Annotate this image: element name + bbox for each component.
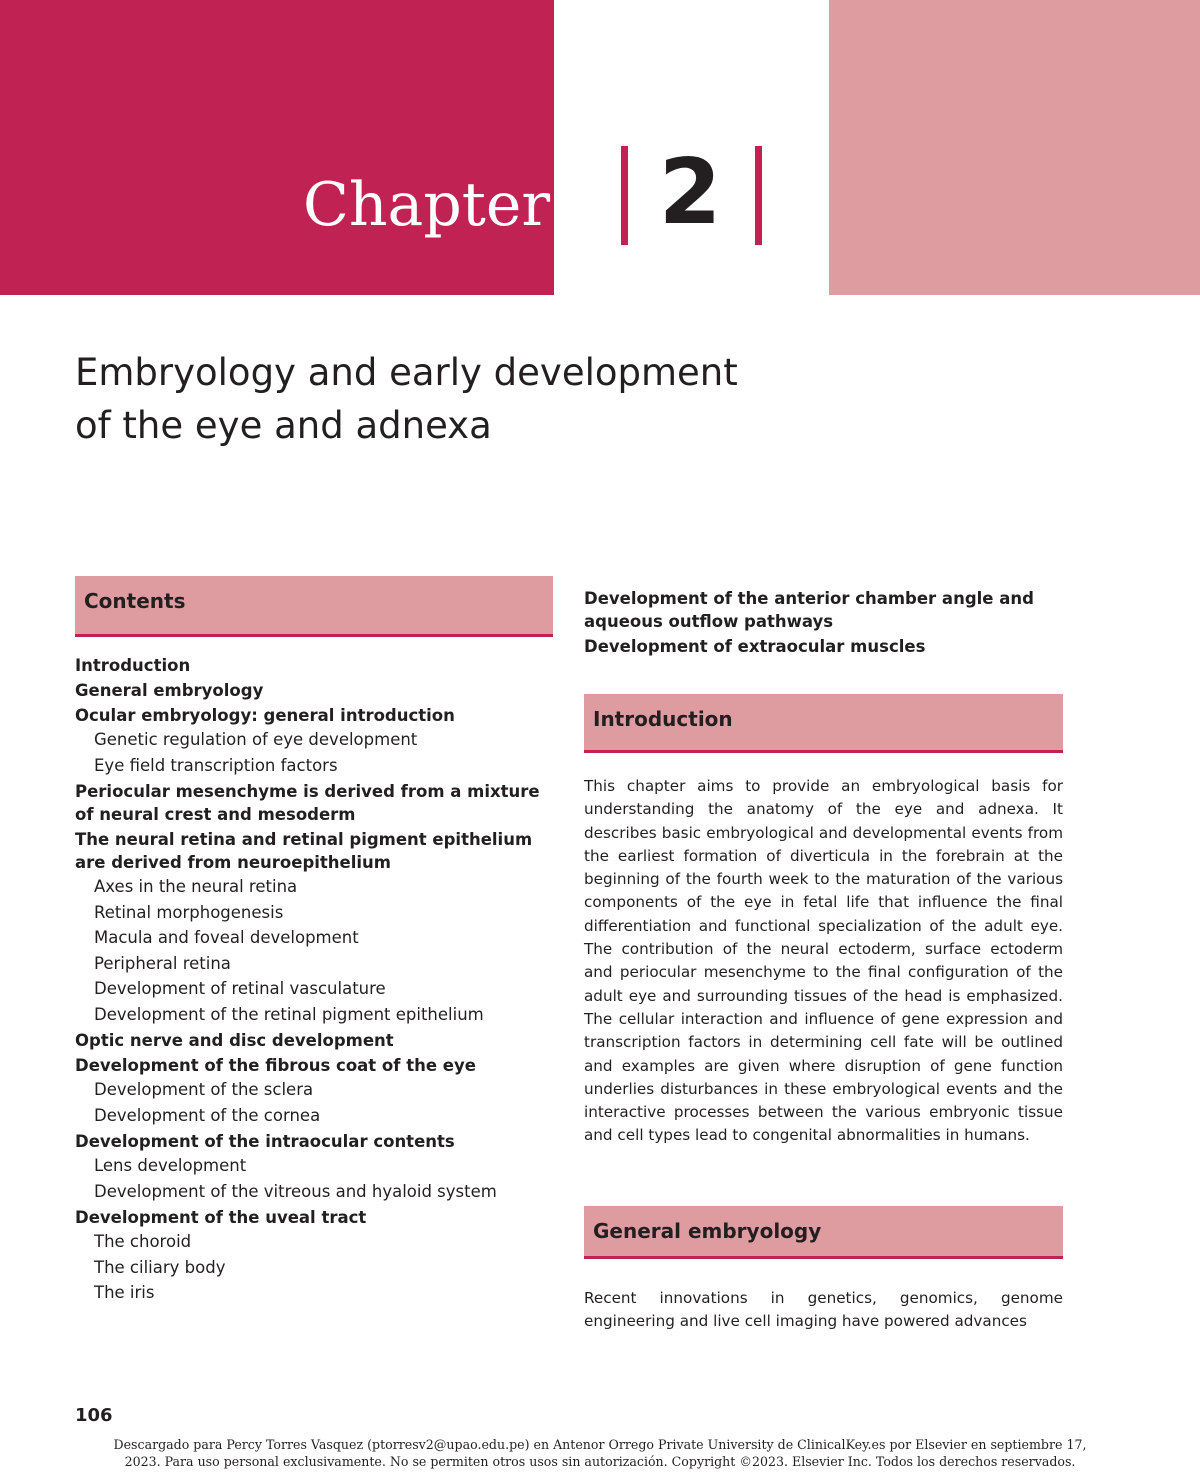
chapter-title-line: Embryology and early development xyxy=(75,351,738,394)
contents-subitem: Development of the sclera xyxy=(94,1080,314,1099)
contents-subitem: Development of the vitreous and hyaloid system xyxy=(94,1181,497,1201)
contents-item: The neural retina and retinal pigment epithelium are derived from neuroepithelium xyxy=(75,830,533,872)
download-footer xyxy=(110,1436,1090,1470)
contents-list-continued xyxy=(584,587,1063,660)
contents-item: General embryology xyxy=(75,681,264,700)
contents-item: Optic nerve and disc development xyxy=(75,1031,394,1050)
contents-item: Introduction xyxy=(75,656,191,675)
general-embryology-paragraph: Recent innovations in genetics, genomics, genome engineering and live cell imaging have powered advances xyxy=(584,1289,1063,1331)
chapter-number: 2 xyxy=(658,140,722,245)
contents-item: Periocular mesenchyme is derived from a mixture of neural crest and mesoderm xyxy=(75,782,540,824)
introduction-paragraph: This chapter aims to provide an embryological basis for understanding the anatomy of the eye and adnexa. It describes basic embryological and developmental events from the earliest formation of diverticula in the forebrain at the beginning of the fourth week to the maturation of the various components of the eye in fetal life that influence the final differentiation and functional specialization of the adult eye. The contribution of the neural ectoderm, surface ectoderm and periocular mesenchyme to the final configuration of the adult eye and surrounding tissues of the head is emphasized. The cellular interaction and influence of gene expression and transcription factors in determining cell fate will be outlined and examples are given where disruption of gene function underlies disturbances in these embryological events and the interactive processes between the various embryonic tissue and cell types lead to congenital abnormalities in humans. xyxy=(584,777,1063,1145)
contents-item: Development of the fibrous coat of the eye xyxy=(75,1056,476,1075)
footer-line: 2023. Para uso personal exclusivamente. No se permiten otros usos sin autorización. Copyright ©2023. Elsevier Inc. Todos los derechos reservados. xyxy=(124,1454,1076,1469)
contents-subitem: Axes in the neural retina xyxy=(94,877,298,896)
introduction-heading: Introduction xyxy=(584,694,1063,753)
contents-subitem: Retinal morphogenesis xyxy=(94,902,284,922)
contents-subitem: The ciliary body xyxy=(94,1257,226,1277)
contents-subitem: Development of the cornea xyxy=(94,1105,321,1125)
contents-subitem: Genetic regulation of eye development xyxy=(94,730,418,749)
general-embryology-heading: General embryology xyxy=(584,1206,1063,1259)
contents-heading: Contents xyxy=(75,576,553,637)
chapter-banner-right xyxy=(829,0,1200,295)
contents-subitem: The iris xyxy=(94,1283,155,1302)
chapter-number-right-bar xyxy=(755,146,762,245)
contents-list xyxy=(75,652,553,1306)
contents-subitem: Macula and foveal development xyxy=(94,928,359,947)
contents-item: Development of extraocular muscles xyxy=(584,637,926,656)
contents-item: Development of the intraocular contents xyxy=(75,1132,455,1151)
contents-subitem: Eye field transcription factors xyxy=(94,755,338,775)
contents-subitem: The choroid xyxy=(94,1232,192,1251)
contents-subitem: Lens development xyxy=(94,1156,247,1175)
contents-subitem: Development of the retinal pigment epithelium xyxy=(94,1004,484,1024)
chapter-number-left-bar xyxy=(621,146,628,245)
chapter-label: Chapter xyxy=(303,170,551,240)
contents-subitem: Peripheral retina xyxy=(94,953,231,973)
chapter-banner-left xyxy=(0,0,554,295)
chapter-title-line: of the eye and adnexa xyxy=(75,404,492,447)
contents-item: Development of the uveal tract xyxy=(75,1208,367,1227)
contents-subitem: Development of retinal vasculature xyxy=(94,979,386,998)
chapter-title xyxy=(75,346,975,452)
contents-item: Development of the anterior chamber angle and aqueous outflow pathways xyxy=(584,589,1034,631)
contents-item: Ocular embryology: general introduction xyxy=(75,706,455,725)
page-number: 106 xyxy=(75,1405,113,1426)
footer-line: Descargado para Percy Torres Vasquez (ptorresv2@upao.edu.pe) en Antenor Orrego Private University de ClinicalKey.es por Elsevier en septiembre 17, xyxy=(113,1437,1087,1452)
